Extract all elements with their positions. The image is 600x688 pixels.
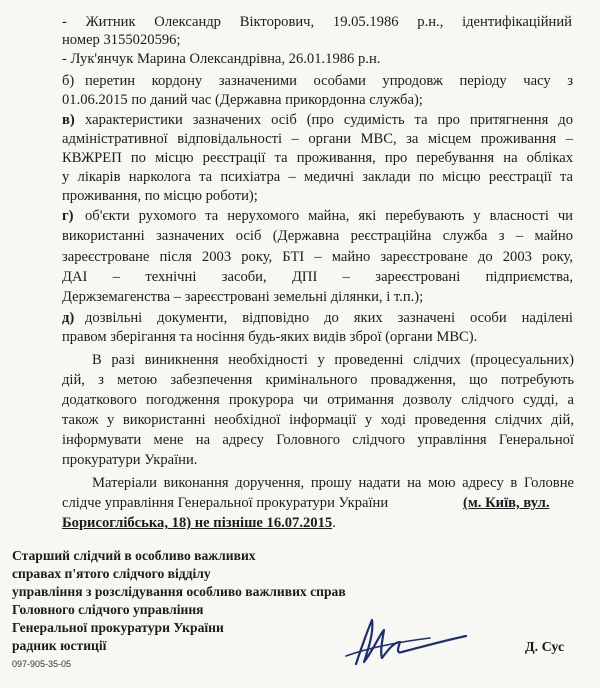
para1-line-2: дій, з метою забезпечення кримінального провадження, що потребують [62, 372, 574, 388]
para1-line-6: прокуратури України. [62, 452, 198, 468]
item-d-line-2: правом зберігання та носіння будь-яких видів зброї (органи МВС). [62, 329, 478, 345]
para2-line-3 [62, 514, 336, 532]
signatory-name: Д. Сус [525, 640, 565, 655]
person-1-line-1: - Житник Олександр Вікторович, 19.05.1986 р.н., ідентифікаційний [62, 14, 572, 30]
para1-line-1: В разі виникнення необхідності у проведенні слідчих (процесуальних) [92, 352, 574, 368]
para1-line-4: також у використанні необхідної інформації у ході проведення слідчих дій, [62, 412, 574, 428]
para1-line-5: інформувати мене на адресу Головного слідчого управління Генеральної [62, 432, 574, 448]
para2-line-2-address: (м. Київ, вул. [463, 495, 550, 511]
item-g-line-1: об'єкти рухомого та нерухомого майна, які перебувають у власності чи [85, 208, 573, 224]
person-2-line-1: - Лук'янчук Марина Олександрівна, 26.01.1986 р.н. [62, 51, 381, 67]
signature-line-4: Головного слідчого управління [12, 602, 204, 617]
item-v-line-5: проживання, по місцю роботи); [62, 188, 258, 204]
signature-line-6: радник юстиції [12, 638, 107, 653]
signature-line-3: управління з розслідування особливо важливих справ [12, 584, 346, 599]
para1-line-3: додаткового погодження прокурора чи отримання дозволу слідчого судді, а [62, 392, 574, 408]
para2-line-2: слідче управління Генеральної прокуратури України [62, 495, 389, 511]
phone-number: 097-905-35-05 [12, 659, 72, 669]
item-g-label: г) [62, 208, 74, 224]
signature-line-2: справах п'ятого слідчого відділу [12, 566, 211, 581]
item-g-line-4: ДАІ – технічні засоби, ДПІ – зареєстровані підприємства, [62, 269, 573, 285]
item-v-line-3: КВЖРЕП по місцю реєстрації та проживання, про перебування на обліках [62, 150, 573, 166]
item-v-line-4: у лікарів нарколога та психіатра – медичні заклади по місцю реєстрації та [62, 169, 573, 185]
signature-line-1: Старший слідчий в особливо важливих [12, 548, 256, 563]
item-v-line-1: характеристики зазначених осіб (про судимість та про притягнення до [85, 112, 573, 128]
item-d-line-1: дозвільні документи, відповідно до яких зазначені особи наділені [85, 310, 573, 326]
item-d-label: д) [62, 310, 75, 326]
item-b-line-2: 01.06.2015 по даний час (Державна прикордонна служба); [62, 92, 423, 108]
item-g-line-2: використанні зазначених осіб (Державна реєстраційна служба з – майно [62, 228, 573, 244]
item-b-line-1: перетин кордону зазначеними особами упродовж періоду часу з [85, 73, 573, 89]
signature-line-5: Генеральної прокуратури України [12, 620, 224, 635]
handwritten-signature [338, 612, 488, 672]
item-v-label: в) [62, 112, 75, 128]
item-b-label: б) [62, 73, 75, 89]
para2-line-3-end: . [332, 515, 336, 531]
item-g-line-5: Держземагенства – зареєстровані земельні ділянки, і т.п.); [62, 289, 424, 305]
para2-deadline: Борисоглібська, 18) не пізніше 16.07.2015 [62, 515, 333, 531]
person-1-line-2: номер 3155020596; [62, 32, 181, 48]
para2-line-1: Матеріали виконання доручення, прошу надати на мою адресу в Головне [92, 475, 574, 491]
item-v-line-2: адміністративної відповідальності – органи МВС, за місцем проживання – [62, 131, 573, 147]
item-g-line-3: зареєстроване після 2003 року, БТІ – майно зареєстроване до 2003 року, [62, 249, 573, 265]
